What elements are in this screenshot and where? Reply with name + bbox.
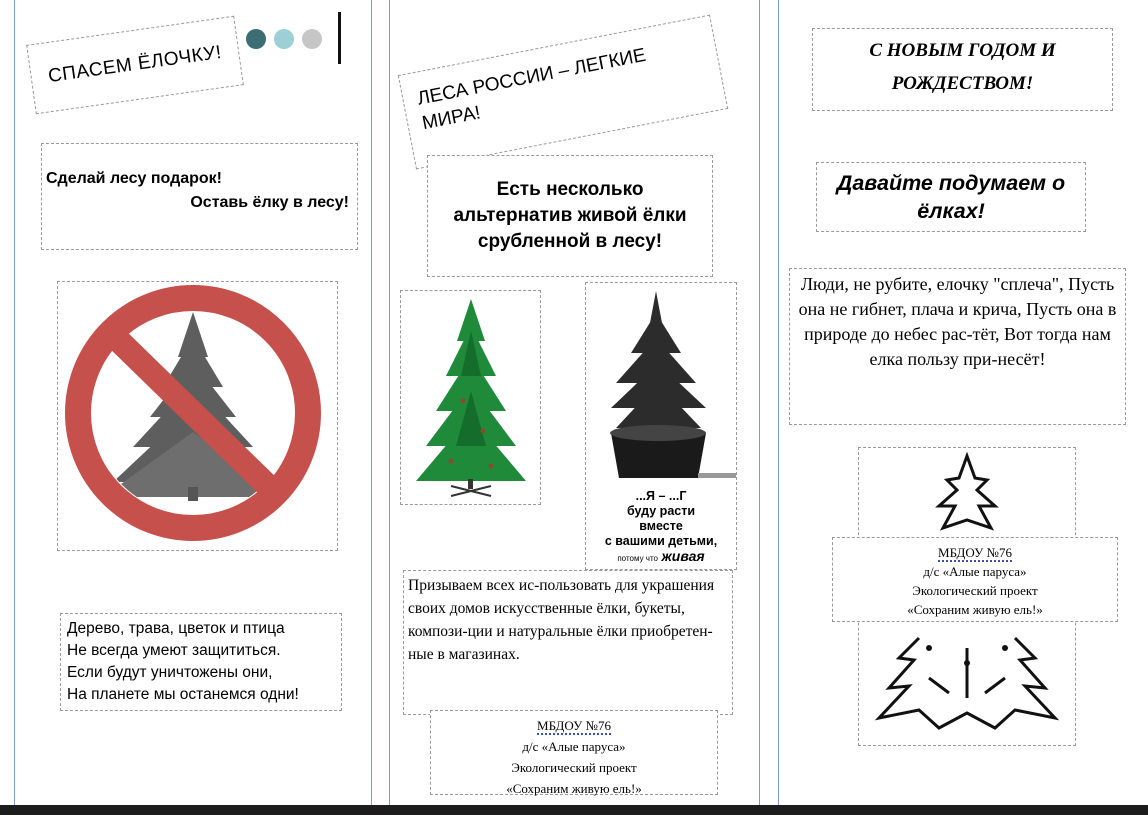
- panel2-mbdou-box[interactable]: [430, 710, 718, 795]
- pot-caption-line-1: ...Я – ...Г: [635, 489, 687, 503]
- panel1-title-text: СПАСЕМ ЁЛОЧКУ!: [46, 41, 224, 88]
- panel3-mbdou-kg: д/с «Алые паруса»: [923, 564, 1027, 579]
- decor-dot-2: [274, 29, 294, 49]
- panel3-poem[interactable]: [789, 268, 1126, 425]
- think-text: Давайте подумаем о ёлках!: [836, 171, 1066, 223]
- potted-tree-image[interactable]: [585, 282, 737, 570]
- greeting-line-1: С НОВЫМ ГОДОМ И: [869, 40, 1056, 61]
- gift-line-2: Оставь ёлку в лесу!: [190, 194, 349, 211]
- pot-caption: [586, 489, 736, 566]
- panel2-title[interactable]: [398, 15, 728, 170]
- panel3-mbdou-title: «Сохраним живую ель!»: [907, 602, 1043, 617]
- panel2-mbdou-title: «Сохраним живую ель!»: [506, 781, 642, 796]
- prohibited-tree-icon: [58, 282, 337, 550]
- pot-caption-line-4: с вашими детьми,: [604, 534, 718, 548]
- panel-divider-2a: [759, 0, 760, 805]
- potted-tree-icon: [586, 283, 736, 483]
- panel2-mbdou-name: МБДОУ №76: [537, 718, 611, 733]
- poem1-line-3: Если будут уничтожены они,: [67, 664, 273, 681]
- pot-caption-line-2: буду расти: [626, 504, 696, 518]
- think-about-trees-box[interactable]: [816, 162, 1086, 232]
- decor-dots: [246, 29, 330, 54]
- pot-caption-small: потому что: [617, 554, 658, 563]
- decor-dot-3: [302, 29, 322, 49]
- artificial-tree-image[interactable]: [400, 290, 541, 505]
- panel2-mbdou-kg: д/с «Алые паруса»: [522, 739, 626, 754]
- panel-divider-left: [14, 0, 15, 805]
- gift-slogan-box[interactable]: [41, 143, 358, 250]
- decor-dot-1: [246, 29, 266, 49]
- call-to-action-text: Призываем всех ис-пользовать для украшения своих домов искусственные ёлки, букеты, компози-ции и натуральные ёлки приобретен-ные в магазинах.: [408, 577, 715, 663]
- pot-caption-line-3: вместе: [639, 519, 683, 533]
- panel2-title-line-1: ЛЕСА РОССИИ – ЛЕГКИЕ: [415, 44, 648, 110]
- panel2-title-line-2: МИРА!: [420, 102, 483, 135]
- panel3-mbdou-box[interactable]: [832, 537, 1118, 622]
- panel3-poem-text: Люди, не рубите, елочку "сплеча", Пусть она не гибнет, плача и крича, Пусть она в природе до небес рас-тёт, Вот тогда нам елка пользу при-несёт!: [798, 274, 1117, 369]
- decor-bar: [338, 12, 341, 64]
- greeting-line-2: РОЖДЕСТВОМ!: [891, 73, 1034, 94]
- panel1-title[interactable]: [26, 16, 244, 115]
- page-bottom-edge: [0, 805, 1148, 815]
- alternatives-box[interactable]: [427, 155, 713, 277]
- call-to-action-box[interactable]: [403, 570, 733, 715]
- poem1-line-1: Дерево, трава, цветок и птица: [67, 620, 285, 637]
- panel-divider-1a: [371, 0, 372, 805]
- green-tree-icon: [401, 291, 540, 504]
- panel2-mbdou-project: Экологический проект: [511, 760, 637, 775]
- panel1-poem[interactable]: [60, 613, 342, 711]
- prohibited-tree-image[interactable]: [57, 281, 338, 551]
- panel-divider-2b: [778, 0, 779, 805]
- greeting-box[interactable]: [812, 28, 1113, 111]
- gift-line-1: Сделай лесу подарок!: [46, 170, 222, 187]
- panel3-mbdou-project: Экологический проект: [912, 583, 1038, 598]
- panel-divider-1b: [389, 0, 390, 805]
- pot-caption-big: живая: [661, 548, 705, 564]
- poem1-line-4: На планете мы останемся одни!: [67, 686, 299, 703]
- alternatives-text: Есть несколько альтернатив живой ёлки срубленной в лесу!: [453, 179, 687, 252]
- poem1-line-2: Не всегда умеют защититься.: [67, 642, 281, 659]
- panel3-mbdou-name: МБДОУ №76: [938, 545, 1012, 560]
